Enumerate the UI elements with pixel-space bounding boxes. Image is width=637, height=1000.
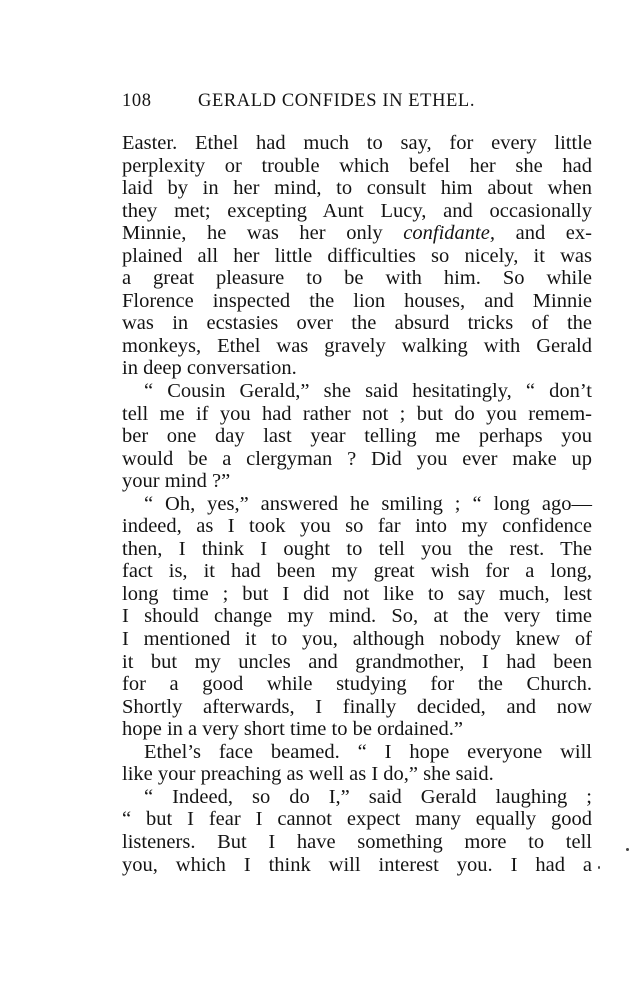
text-line: I mentioned it to you, although nobody knew of [122, 628, 592, 651]
italic-word: confidante, [403, 222, 495, 245]
text-line: like your preaching as well as I do,” she said. [122, 763, 494, 786]
text-line: they met; excepting Aunt Lucy, and occasionally [122, 199, 592, 222]
text-line: fact is, it had been my great wish for a long, [122, 560, 592, 583]
text-line: “ Oh, yes,” answered he smiling ; “ long ago— [144, 492, 592, 515]
text-line: a great pleasure to be with him. So while [122, 267, 592, 290]
text-line: perplexity or trouble which befel her she had [122, 154, 592, 177]
text-line: would be a clergyman ? Did you ever make up [122, 447, 592, 470]
text-line: “ Cousin Gerald,” she said hesitatingly, “ don’t [144, 380, 592, 403]
text-line: it but my uncles and grandmother, I had been [122, 650, 592, 673]
text-line: Easter. Ethel had much to say, for every little [122, 132, 592, 154]
text-line: ber one day last year telling me perhaps you [122, 425, 592, 448]
text-line: for a good while studying for the Church. [122, 673, 592, 696]
text-line: you, which I think will interest you. I had a [122, 853, 592, 876]
text-line: laid by in her mind, to consult him about when [122, 177, 592, 200]
text-line: hope in a very short time to be ordained.” [122, 718, 463, 741]
ink-speck [626, 848, 629, 851]
text-line: in deep conversation. [122, 357, 297, 380]
text-line: your mind ?” [122, 470, 231, 493]
body-text [122, 132, 592, 876]
text-line: “ but I fear I cannot expect many equally good [122, 808, 592, 831]
text-line: Florence inspected the lion houses, and Minnie [122, 289, 592, 312]
running-title: GERALD CONFIDES IN ETHEL. [198, 91, 476, 111]
text-line [122, 222, 592, 245]
text-line: then, I think I ought to tell you the rest. The [122, 537, 592, 560]
text-line: Shortly afterwards, I finally decided, and now [122, 695, 592, 718]
running-header [122, 91, 522, 112]
text-line: I should change my mind. So, at the very time [122, 605, 592, 628]
text-line: listeners. But I have something more to tell [122, 830, 592, 853]
line-segment: and ex- [494, 222, 592, 245]
line-segment: Minnie, he was her only [122, 222, 404, 245]
text-line: “ Indeed, so do I,” said Gerald laughing ; [144, 785, 592, 808]
ink-speck [598, 866, 600, 869]
text-line: long time ; but I did not like to say much, lest [122, 582, 592, 605]
text-line: plained all her little difficulties so nicely, it was [122, 244, 592, 267]
text-line: tell me if you had rather not ; but do you remem- [122, 402, 592, 425]
text-line: indeed, as I took you so far into my confidence [122, 515, 592, 538]
text-line: Ethel’s face beamed. “ I hope everyone will [144, 740, 592, 763]
text-line: was in ecstasies over the absurd tricks of the [122, 312, 592, 335]
page-number: 108 [122, 91, 152, 111]
text-line: monkeys, Ethel was gravely walking with Gerald [122, 334, 592, 357]
